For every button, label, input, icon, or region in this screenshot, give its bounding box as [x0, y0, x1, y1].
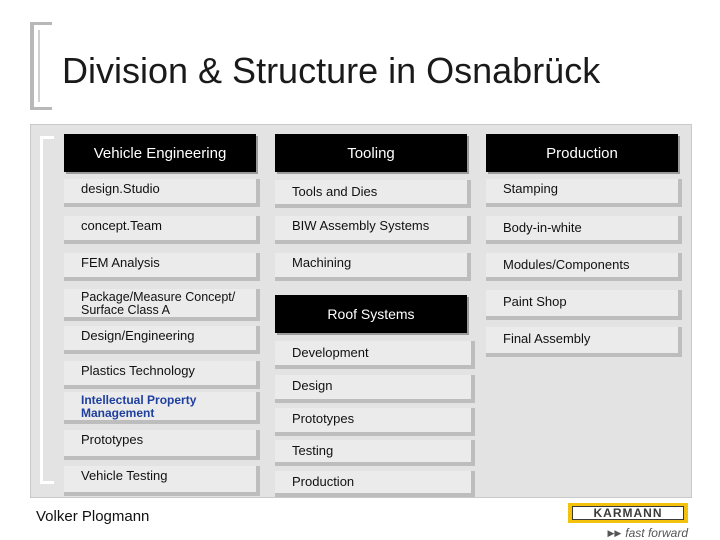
item-plastics-technology: Plastics Technology	[64, 361, 260, 389]
item-prototypes: Prototypes	[64, 430, 260, 460]
item-biw-assembly-systems: BIW Assembly Systems	[275, 216, 471, 244]
item-design-studio: design.Studio	[64, 179, 260, 207]
item-testing: Testing	[275, 440, 475, 466]
item-machining: Machining	[275, 253, 471, 281]
item-package-measure-concept: Package/Measure Concept/ Surface Class A	[64, 289, 260, 321]
logo-banner	[568, 503, 688, 523]
item-body-in-white: Body-in-white	[486, 216, 682, 244]
item-stamping: Stamping	[486, 179, 682, 207]
item-modules-components: Modules/Components	[486, 253, 682, 281]
item-vehicle-testing: Vehicle Testing	[64, 466, 260, 496]
header-vehicle-engineering: Vehicle Engineering	[64, 134, 256, 172]
logo-tagline: fast forward	[625, 526, 688, 540]
item-intellectual-property-management: Intellectual Property Management	[64, 392, 260, 424]
item-fem-analysis: FEM Analysis	[64, 253, 260, 281]
item-design: Design	[275, 375, 475, 403]
header-production: Production	[486, 134, 678, 172]
item-design-engineering: Design/Engineering	[64, 326, 260, 354]
panel-bracket-decoration	[40, 136, 54, 484]
logo-wordmark: KARMANN	[572, 506, 684, 520]
item-paint-shop: Paint Shop	[486, 290, 682, 320]
karmann-logo	[568, 503, 688, 539]
item-concept-team: concept.Team	[64, 216, 260, 244]
item-development: Development	[275, 341, 475, 369]
item-final-assembly: Final Assembly	[486, 327, 682, 357]
fast-forward-icon: ▶▶	[607, 527, 622, 538]
title-bracket-inner-decoration	[38, 30, 50, 102]
item-roof-prototypes: Prototypes	[275, 408, 475, 436]
item-tools-and-dies: Tools and Dies	[275, 180, 471, 208]
item-production-roof: Production	[275, 471, 475, 497]
logo-tagline-row	[568, 526, 688, 540]
slide-title: Division & Structure in Osnabrück	[62, 50, 601, 91]
subheader-roof-systems: Roof Systems	[275, 295, 467, 333]
presenter-name: Volker Plogmann	[36, 508, 150, 525]
header-tooling: Tooling	[275, 134, 467, 172]
